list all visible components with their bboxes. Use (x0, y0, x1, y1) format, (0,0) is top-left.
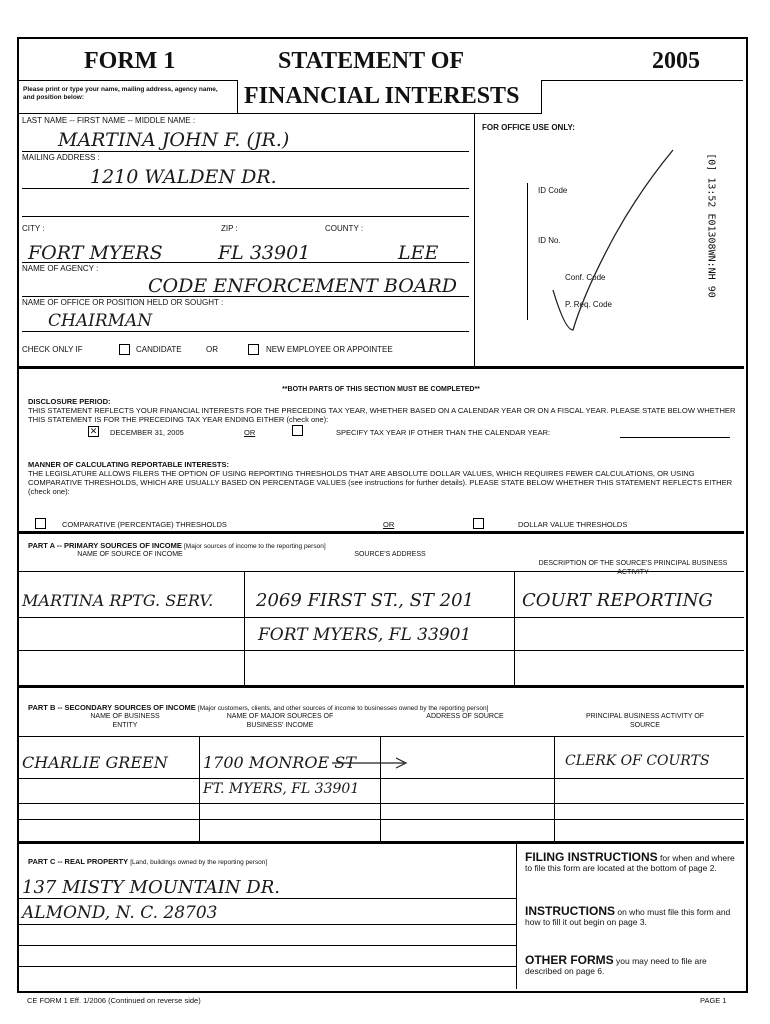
section-divider-1 (18, 366, 744, 369)
part-c-row3-line (18, 945, 516, 946)
part-b-r1c4: CLERK OF COURTS (565, 753, 710, 769)
part-a-row1-line (18, 617, 744, 618)
part-a-col-divider-1 (244, 571, 245, 686)
office-label: NAME OF OFFICE OR POSITION HELD OR SOUGHT : (22, 298, 224, 307)
specify-year-blank (620, 437, 730, 438)
part-b-r1c2: 1700 MONROE ST (203, 753, 356, 772)
office-use-inner-line (527, 183, 528, 320)
part-b-col1-header: NAME OF BUSINESS ENTITY (90, 713, 160, 729)
both-parts-note: **BOTH PARTS OF THIS SECTION MUST BE COMPLETED** (282, 386, 480, 393)
other-forms-heading: OTHER FORMS (525, 953, 614, 967)
manner-text: THE LEGISLATURE ALLOWS FILERS THE OPTION OF USING REPORTING THRESHOLDS THAT ARE ABSOLUTE DOLLAR VALUES, WHICH REQUIRES FEWER CALCULATIONS, OR USING COMPARATIVE THRESHOLDS, WHICH ARE USUALLY BASED ON PERCENTAGE VALUES (see instructions for further details). PLEASE STATE BELOW WHETHER THIS STATEMENT REFLECTS EITHER (check one): (28, 469, 733, 496)
part-c-title-text: PART C -- REAL PROPERTY (28, 857, 129, 866)
office-use-text: FOR OFFICE USE ONLY: (482, 123, 575, 132)
filing-instructions-text: for when and where to file this form are located at the bottom of page 2. (525, 853, 735, 873)
part-a-header-line (18, 571, 744, 572)
print-note: Please print or type your name, mailing address, agency name, and position below: (23, 86, 218, 101)
stamp-vertical: [0] 13:52 E01308WN:NH 90 (705, 153, 717, 298)
agency-underline (22, 296, 469, 297)
checkmark-scribble (545, 140, 695, 340)
footer-left: CE FORM 1 Eff. 1/2006 (Continued on reverse side) (27, 996, 201, 1005)
part-a-subtitle: [Major sources of income to the reporting person] (184, 543, 326, 550)
part-b-col2-header: NAME OF MAJOR SOURCES OF BUSINESS' INCOME (226, 713, 334, 729)
p-req-code-label: P. Req. Code (565, 300, 612, 309)
footer-page: PAGE 1 (700, 996, 727, 1005)
part-a-row2-line (18, 650, 744, 651)
name-underline (22, 151, 469, 152)
other-forms-instructions (525, 955, 737, 976)
conf-code-label: Conf. Code (565, 273, 606, 282)
filing-instructions (525, 852, 737, 873)
specify-year-checkbox[interactable] (292, 425, 303, 436)
section-divider-4 (18, 841, 744, 844)
part-a-r1c1: MARTINA RPTG. SERV. (22, 591, 214, 610)
office-use-divider (474, 113, 475, 367)
part-b-col-divider-3 (554, 736, 555, 842)
manner-label: MANNER OF CALCULATING REPORTABLE INTERESTS: (28, 460, 229, 469)
disclosure-or-label: OR (244, 428, 256, 437)
who-must-file-text: on who must file this form and how to fill it out begin on page 3. (525, 907, 731, 927)
part-c-row2-line (18, 924, 516, 925)
id-code-label: ID Code (538, 186, 568, 195)
dec31-label: DECEMBER 31, 2005 (110, 428, 184, 437)
part-a-r1c3: COURT REPORTING (522, 590, 713, 611)
part-c-title (28, 857, 267, 867)
section-divider-2 (18, 531, 744, 534)
disclosure-period-label: DISCLOSURE PERIOD: (28, 397, 111, 406)
form-number: FORM 1 (84, 48, 176, 74)
part-b-title-text: PART B -- SECONDARY SOURCES OF INCOME (28, 703, 196, 712)
new-employee-label: NEW EMPLOYEE OR APPOINTEE (266, 345, 393, 354)
name-value: MARTINA JOHN F. (JR.) (58, 129, 290, 151)
part-b-row2-line (18, 803, 744, 804)
disclosure-period-text: THIS STATEMENT REFLECTS YOUR FINANCIAL INTERESTS FOR THE PRECEDING TAX YEAR, WHETHER BASED ON A CALENDAR YEAR OR ON A FISCAL YEAR. PLEASE STATE BELOW WHETHER THIS STATEMENT IS FOR THE PRECEDING TAX YEAR ENDING EITHER (check one): (28, 406, 736, 424)
part-b-r2c2: FT. MYERS, FL 33901 (203, 781, 360, 797)
comparative-checkbox[interactable] (35, 518, 46, 529)
part-c-divider (516, 843, 517, 989)
threshold-or-label: OR (383, 520, 395, 529)
county-label: COUNTY : (325, 224, 364, 233)
part-a-title-text: PART A -- PRIMARY SOURCES OF INCOME (28, 541, 182, 550)
address-value: 1210 WALDEN DR. (90, 166, 277, 188)
name-label: LAST NAME -- FIRST NAME -- MIDDLE NAME : (22, 116, 196, 125)
part-a-col3-header: DESCRIPTION OF THE SOURCE'S PRINCIPAL BUSINESS ACTIVITY (538, 560, 728, 576)
part-b-row3-line (18, 819, 744, 820)
address-underline-2 (22, 216, 469, 217)
specify-year-label: SPECIFY TAX YEAR IF OTHER THAN THE CALENDAR YEAR: (336, 428, 551, 437)
zip-value: FL 33901 (218, 242, 311, 264)
part-b-col-divider-1 (199, 736, 200, 842)
part-b-subtitle: [Major customers, clients, and other sources of income to businesses owned by the reporting person] (197, 705, 489, 712)
title-box-bottom (18, 113, 542, 114)
part-a-col1-header: NAME OF SOURCE OF INCOME (77, 551, 183, 558)
address-label: MAILING ADDRESS : (22, 153, 100, 162)
agency-label: NAME OF AGENCY : (22, 264, 99, 273)
form-year: 2005 (652, 48, 700, 74)
part-b-col-divider-2 (380, 736, 381, 842)
part-b-row1-line (18, 778, 744, 779)
new-employee-checkbox[interactable] (248, 344, 259, 355)
part-b-col3-header: ADDRESS OF SOURCE (426, 713, 504, 720)
comparative-label: COMPARATIVE (PERCENTAGE) THRESHOLDS (62, 520, 227, 529)
part-c-r2: ALMOND, N. C. 28703 (22, 903, 218, 923)
dollar-label: DOLLAR VALUE THRESHOLDS (518, 520, 628, 529)
dollar-checkbox[interactable] (473, 518, 484, 529)
city-value: FORT MYERS (28, 242, 163, 264)
city-underline (22, 262, 469, 263)
title-box-right (541, 80, 542, 113)
part-b-col4-header: PRINCIPAL BUSINESS ACTIVITY OF SOURCE (585, 713, 705, 729)
office-underline (22, 331, 469, 332)
county-value: LEE (398, 242, 439, 264)
part-c-r1: 137 MISTY MOUNTAIN DR. (22, 877, 280, 898)
part-a-r2c2: FORT MYERS, FL 33901 (258, 625, 472, 645)
part-c-subtitle: [Land, buildings owned by the reporting person] (130, 859, 268, 866)
arrow-mark (330, 757, 410, 769)
check-only-label: CHECK ONLY IF (22, 345, 83, 354)
office-use-label (482, 123, 575, 133)
zip-label: ZIP : (221, 224, 238, 233)
other-forms-text: you may need to file are described on page 6. (525, 956, 707, 976)
who-must-file-heading: INSTRUCTIONS (525, 904, 615, 918)
city-label: CITY : (22, 224, 45, 233)
candidate-label: CANDIDATE (136, 345, 182, 354)
id-no-label: ID No. (538, 236, 561, 245)
part-c-row4-line (18, 966, 516, 967)
candidate-checkbox[interactable] (119, 344, 130, 355)
part-a-col-divider-2 (514, 571, 515, 686)
who-must-file-instructions (525, 906, 737, 927)
office-value: CHAIRMAN (48, 311, 153, 331)
title-box-left (237, 80, 238, 113)
address-underline (22, 188, 469, 189)
agency-value: CODE ENFORCEMENT BOARD (148, 275, 458, 297)
or-label: OR (206, 345, 218, 354)
part-a-r1c2: 2069 FIRST ST., ST 201 (256, 590, 475, 611)
form-title-line2: FINANCIAL INTERESTS (244, 83, 520, 109)
part-c-row1-line (18, 898, 516, 899)
form-title-line1: STATEMENT OF (278, 48, 465, 74)
header-divider-right (541, 80, 743, 81)
dec31-checkbox[interactable]: ✕ (89, 426, 98, 436)
section-divider-3 (18, 685, 744, 688)
filing-instructions-heading: FILING INSTRUCTIONS (525, 850, 658, 864)
header-divider-left (18, 80, 237, 81)
part-b-header-line (18, 736, 744, 737)
part-b-r1c1: CHARLIE GREEN (22, 753, 168, 772)
part-a-col2-header: SOURCE'S ADDRESS (354, 551, 426, 558)
